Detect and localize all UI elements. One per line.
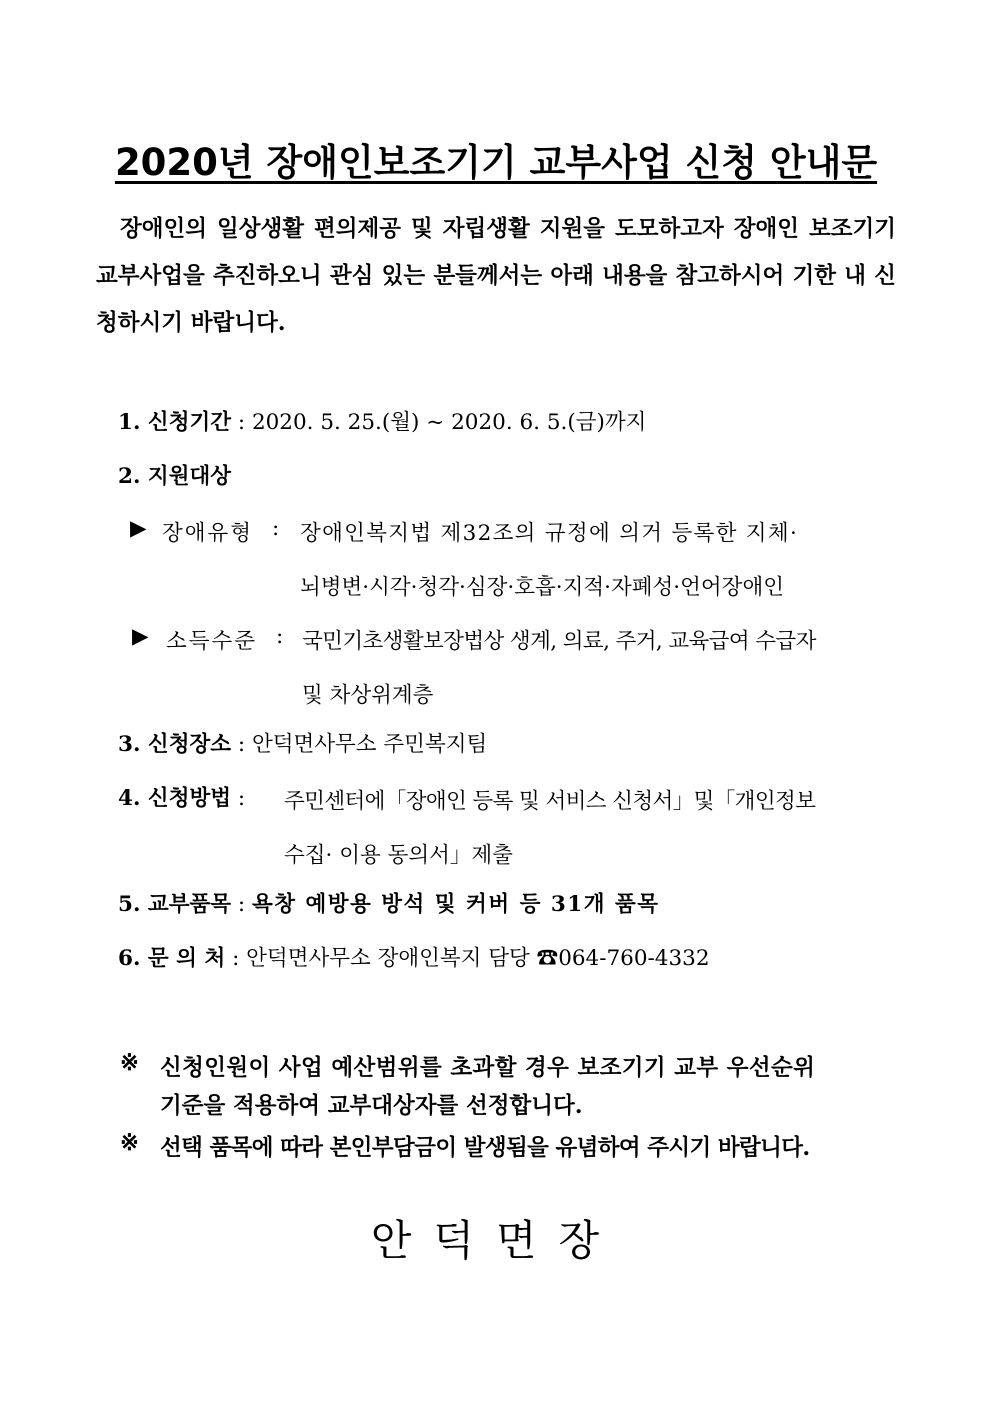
document-title: 2020년 장애인보조기기 교부사업 신청 안내문 <box>114 141 878 184</box>
item-place <box>118 730 487 760</box>
item-period-label: 1. 신청기간 <box>118 410 232 435</box>
item-contact-label: 6. 문 의 처 <box>118 946 226 971</box>
notice-1-line-1: 신청인원이 사업 예산범위를 초과할 경우 보조기기 교부 우선순위 <box>160 1055 816 1081</box>
notice-mark-2: ※ <box>120 1130 139 1156</box>
item-target-label: 2. 지원대상 <box>118 464 232 489</box>
bullet-income: ▶ <box>132 624 149 649</box>
item-contact-phone: 064-760-4332 <box>558 946 710 971</box>
item-contact-value: 안덕면사무소 장애인복지 담당 <box>246 946 530 971</box>
item-period-value: 2020. 5. 25.(월) ~ 2020. 6. 5.(금)까지 <box>251 410 647 435</box>
disability-line-2: 뇌병변·시각·청각·심장·호흡·지적·자폐성·언어장애인 <box>300 575 784 600</box>
disability-label: 장애유형 <box>162 521 254 546</box>
income-line-1: 국민기초생활보장법상 생계, 의료, 주거, 교육급여 수급자 <box>302 629 816 654</box>
income-label: 소득수준 <box>166 629 258 654</box>
method-line-2: 수집· 이용 동의서」제출 <box>284 843 513 868</box>
item-contact-sep: : <box>232 946 240 971</box>
method-line-1: 주민센터에「장애인 등록 및 서비스 신청서」및「개인정보 <box>284 789 816 814</box>
income-line-2: 및 차상위계층 <box>302 683 434 708</box>
notice-mark-1: ※ <box>120 1050 139 1076</box>
disability-line-1: 장애인복지법 제32조의 규정에 의거 등록한 지체· <box>300 521 799 546</box>
item-period <box>118 408 646 438</box>
item-target <box>118 462 231 492</box>
intro-paragraph: 장애인의 일상생활 편의제공 및 자립생활 지원을 도모하고자 장애인 보조기기 교부사업을 추진하오니 관심 있는 분들께서는 아래 내용을 참고하시어 기한 내 신청하시기 바랍니다. <box>96 216 896 336</box>
item-products <box>118 890 660 920</box>
income-sep: : <box>276 624 284 649</box>
item-method-label: 4. 신청방법 <box>118 786 232 811</box>
item-contact <box>118 944 710 974</box>
notice-2: 선택 품목에 따라 본인부담금이 발생됨을 유념하여 주시기 바랍니다. <box>160 1135 810 1161</box>
item-method-sep: : <box>237 786 246 811</box>
bullet-disability: ▶ <box>130 516 147 541</box>
item-place-sep: : <box>237 732 246 757</box>
item-period-sep: : <box>237 410 246 435</box>
item-products-label: 5. 교부품목 <box>118 892 232 917</box>
signature: 안덕면장 <box>370 1216 622 1265</box>
item-products-sep: : <box>237 892 246 917</box>
notice-1-line-2: 기준을 적용하여 교부대상자를 선정합니다. <box>160 1093 583 1119</box>
item-method <box>118 784 245 814</box>
item-place-value: 안덕면사무소 주민복지팀 <box>251 732 488 757</box>
item-products-value: 욕창 예방용 방석 및 커버 등 31개 품목 <box>251 892 660 917</box>
item-place-label: 3. 신청장소 <box>118 732 232 757</box>
disability-sep: : <box>272 516 280 541</box>
phone-icon: ☎ <box>536 946 559 971</box>
